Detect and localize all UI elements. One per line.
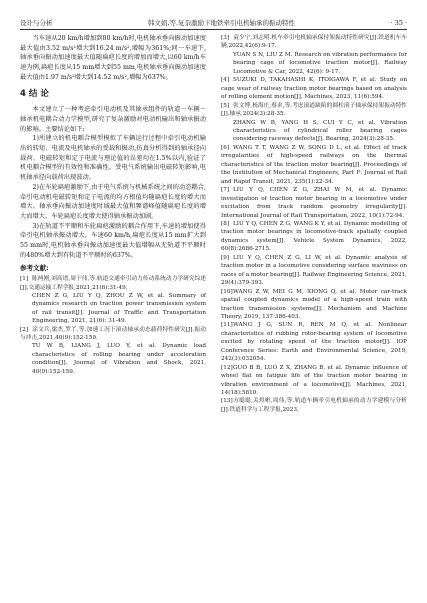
conclusion-intro: 本文建立了一种考虑牵引电动机及其轴承组件的轨道－车辆－轴承机电耦合动力学模型,研究了复杂激励对电动机输出和轴承振动的影响。主要结论如下: — [20, 106, 206, 133]
reference-number: [3] — [221, 35, 230, 41]
reference-number: [6] — [221, 144, 230, 151]
reference-text: 方聪聪,关煜彬,周伟,等.轨道车辆牵引电机轴承的动力学建模与分析[J].铁道科学与工程学报,2023, — [221, 398, 407, 413]
reference-number: [9] — [221, 254, 230, 261]
reference-item — [221, 144, 407, 186]
reference-number: [12] — [221, 364, 233, 371]
running-header — [20, 9, 407, 30]
reference-text: WANG J G, SUN R, REN M Q, et al. Nonlinear characteristics of rubbing rotor-bearing system of locomotive excited by rotating speed of the traction motor[J]. IOP Conference Series: Earth and Environmental Science, 2019, 242(3):032054. — [221, 322, 407, 363]
section-heading-conclusions: 4 结 论 — [20, 88, 49, 99]
reference-item — [221, 119, 407, 144]
reference-text: LIU Y Q, CHEN Z G, ZHAI W M, et al. Dynamic investigation of traction motor bearing in a locomotive under excitation from track random geometry irregularity[J]. International Journal of Rail Transportation, 2022, 10(1):72-94. — [221, 187, 407, 219]
reference-text-en: TU W B, LIANG J, LUO Y, et al. Dynamic load characteristics of rolling bearing under acceleration condition[J]. Journal of Vibration and Shock, 2021, 40(9):152-159. — [32, 343, 206, 375]
header-page-number: · 35 · — [390, 19, 407, 27]
reference-text: LIU Y Q, CHEN Z G, LI W, et al. Dynamic analysis of traction motor in a locomotive considering surface waviness on races of a motor bearing[J]. Railway Engineering Science, 2021, 29(4):379-393. — [221, 254, 407, 287]
reference-text-cn: 陈两刚,刘高谱,周于伟,等.轨道交通牵引动力传动系统动力学研究综述[J].交通运输工程学报,2021,21(6):31-49. — [20, 276, 206, 291]
reference-item — [221, 34, 407, 51]
reference-number: [10] — [221, 288, 233, 295]
reference-item — [221, 220, 407, 254]
right-column — [221, 34, 407, 414]
reference-text: 袁少宁,刘志明.机车牵引电机轴承保持架振动特性研究[J].铁道机车车辆,2022,42(6):9-17. — [221, 35, 407, 50]
reference-item — [221, 186, 407, 220]
reference-number: [13] — [221, 398, 233, 405]
reference-item — [221, 288, 407, 322]
reference-item — [221, 321, 407, 363]
reference-number: [2] — [20, 326, 29, 333]
references-heading: 参考文献: — [20, 264, 49, 273]
reference-number: [8] — [221, 220, 230, 227]
reference-number: [5] — [221, 102, 230, 109]
reference-text: GUO B B, LUO Z X, ZHANG B, et al. Dynamic influence of wheel flat on fatigue life of the traction motor bearing in vibration environment of a locomotive[J]. Machines, 2021, 14(18):5810. — [221, 364, 407, 397]
reference-item — [221, 364, 407, 398]
reference-text: YUAN S N, LIU Z M. Research on vibration performance for bearing cage of locomotive traction motor[J]. Railway Locomotive & Car, 2022, 42(6): 9-17. — [233, 51, 407, 75]
reference-text: WANG Z W, MEI G M, XIONG Q, et al. Motor car-track spatial coupled dynamics model of a high-speed train with traction transmission systems[J]. Mechanism and Machine Theory, 2019, 137:386-403. — [221, 288, 407, 320]
conclusion-item-2: 2)在车轮扁疤激励下,由于电气系统与机械系统之间的动态耦合,牵引电动机电磁转矩和定子电流的均方根值均随扁疤长度的增大而增大。轴承垂向振动加速度时域最大值和频谱峰值随扁疤长度的增大而增大。车轮扁疤长度增大使得轴承振动加剧。 — [20, 183, 206, 220]
left-column — [20, 34, 206, 376]
conclusion-item-3: 3)在轨道不平顺和车轮扁疤激励的耦合作用下,车速的增加使得牵引电机轴承振动增大。车速60 km/h,扁疤长度从15 mm扩大到55 mm时,电机轴承垂向振动加速度最大值增幅从无轨道不平顺时的480%增大到有轨道不平顺时的637%。 — [20, 222, 206, 259]
reference-text: 张文博,杨海庄,蔡求,等.考虑滚道缺陷的圆柱滚子轴承保持架振动特性[J].轴承,2024(3):28-35. — [221, 102, 407, 118]
reference-text: SUZUKI D, TAKAHASHI K, ITOIGAWA F, et al. Study on cage wear of railway traction motor bearings based on analysis of rolling element motion[J]. Machines, 2023, 11(6):594. — [221, 77, 407, 101]
results-paragraph: 当车速从20 km/h增加到80 km/h时,电机轴承垂向振动加速度最大值由3.52 m/s²增大到16.24 m/s²,增幅为361%;同一车速下,轴承垂向振动加速度最大值随扁疤长度的增加而增大,以60 km/h车速为例,扁疤长度从15 mm增大到55 mm,电机轴承垂向振动加速度最大值由1.97 m/s²增大到14.52 m/s²,增幅为637%。 — [20, 35, 206, 81]
reference-text: LIU Y Q, CHEN Z G, WANG K Y, et al. Dynamic modelling of traction motor bearings in locomotive-track spatially coupled dynamics system[J]. Vehicle System Dynamics, 2022, 60(8):2686-2715. — [221, 220, 407, 253]
reference-text-en: CHEN Z G, LIU Y Q, ZHOU Z W, et al. Summary of dynamics research on traction power transmission system of rail transit[J]. Journal of Traffic and Transportation Engineering, 2021, 21(6): 31-49. — [32, 292, 206, 325]
reference-number: [4] — [221, 77, 230, 84]
header-article-title: 韩文娟,等.复杂激励下地铁牵引电机轴承的振动特性 — [147, 19, 296, 27]
reference-text: WANG T T, WANG Z W, SONG D L, et al. Effect of track irregularities of high-speed railways on the thermal characteristics of the traction motor bearing[J]. Proceedings of the Institution of Mechanical Engineers, Part F: Journal of Rail and Rapid Transit, 2021, 235(1):22-34. — [221, 144, 407, 185]
conclusion-item-1: 1)所建立的机电耦合模型模拟了车辆运行过程中牵引电动机输出的转矩、电流及电机轴承的受载和振动,仿真分析得到的轴承径向载荷、电磁转矩和定子电流与理论值的误差均在1.5%以内,验证了机电耦合模型的有效性和准确性。受电气系统输出电磁转矩影响,电机轴承径向载荷出现波动。 — [20, 135, 206, 182]
reference-item — [221, 254, 407, 288]
reference-item — [221, 76, 407, 101]
reference-number: [7] — [221, 187, 230, 194]
reference-item — [221, 397, 407, 414]
header-journal-section: 设计与分析 — [20, 19, 53, 27]
reference-text: ZHANG W B, YANG H S, CUI Y C, et al. Vibration characteristics of cylindrical roller bearing cages considering raceway defects[J]. Bearing, 2024(3):28-35. — [233, 119, 407, 143]
reference-item — [20, 275, 206, 325]
reference-item — [221, 51, 407, 76]
reference-item — [20, 326, 206, 376]
reference-item — [221, 102, 407, 119]
reference-number: [1] — [20, 276, 29, 283]
reference-number: [11] — [221, 322, 233, 329]
reference-text-cn: 涂文兵,梁杰,罗丫,等.加速工况下滚动轴承动态载荷特性研究[J].振动与冲击,2021,40(9):152-159. — [20, 326, 206, 342]
